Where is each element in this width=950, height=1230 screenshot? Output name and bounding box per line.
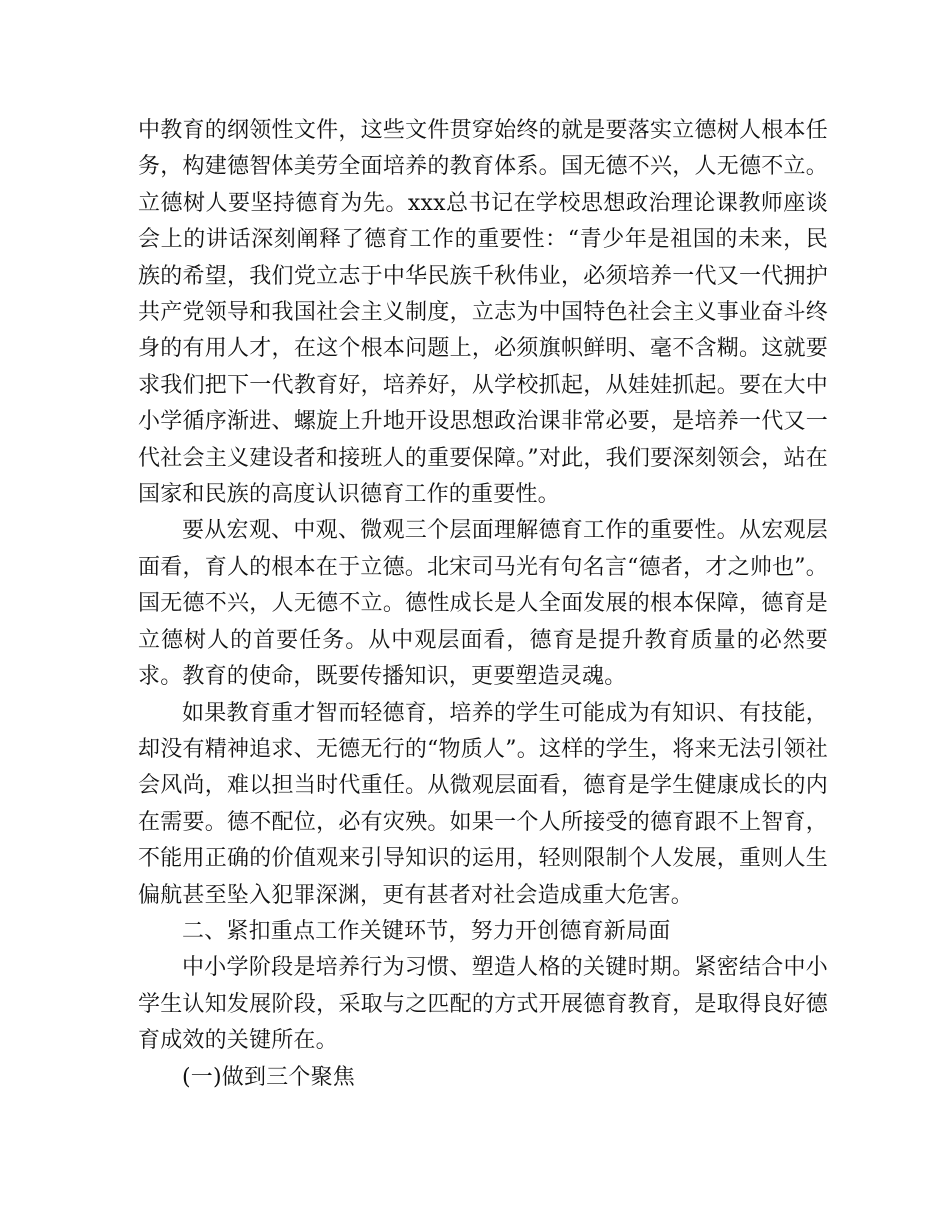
section-heading: 二、紧扣重点工作关键环节，努力开创德育新局面 — [182, 918, 671, 944]
document-body — [138, 113, 828, 1096]
paragraph-micro-level: 如果教育重才智而轻德育，培养的学生可能成为有知识、有技能，却没有精神追求、无德无行的“物质人”。这样的学生，将来无法引领社会风尚，难以担当时代重任。从微观层面看，德育是学生健康成长的内在需要。德不配位，必有灾殃。如果一个人所接受的德育跟不上智育，不能用正确的价值观来引导知识的运用，轻则限制个人发展，重则人生偏航甚至坠入犯罪深渊，更有甚者对社会造成重大危害。 — [138, 700, 828, 908]
subsection-heading: (一)做到三个聚焦 — [182, 1064, 355, 1090]
paragraph-moral-education-importance: 中教育的纲领性文件，这些文件贯穿始终的就是要落实立德树人根本任务，构建德智体美劳全面培养的教育体系。国无德不兴，人无德不立。立德树人要坚持德育为先。xxx总书记在学校思想政治理论课教师座谈会上的讲话深刻阐释了德育工作的重要性：“青少年是祖国的未来，民族的希望，我们党立志于中华民族千秋伟业，必须培养一代又一代拥护共产党领导和我国社会主义制度，立志为中国特色社会主义事业奋斗终身的有用人才，在这个根本问题上，必须旗帜鲜明、毫不含糊。这就要求我们把下一代教育好，培养好，从学校抓起，从娃娃抓起。要在大中小学循序渐进、螺旋上升地开设思想政治课非常必要，是培养一代又一代社会主义建设者和接班人的重要保障。”对此，我们要深刻领会，站在国家和民族的高度认识德育工作的重要性。 — [138, 118, 828, 508]
paragraph-three-levels: 要从宏观、中观、微观三个层面理解德育工作的重要性。从宏观层面看，育人的根本在于立德。北宋司马光有句名言“德者，才之帅也”。国无德不兴，人无德不立。德性成长是人全面发展的根本保障，德育是立德树人的首要任务。从中观层面看，德育是提升教育质量的必然要求。教育的使命，既要传播知识，更要塑造灵魂。 — [138, 518, 828, 690]
paragraph-key-period: 中小学阶段是培养行为习惯、塑造人格的关键时期。紧密结合中小学生认知发展阶段，采取与之匹配的方式开展德育教育，是取得良好德育成效的关键所在。 — [138, 955, 828, 1054]
